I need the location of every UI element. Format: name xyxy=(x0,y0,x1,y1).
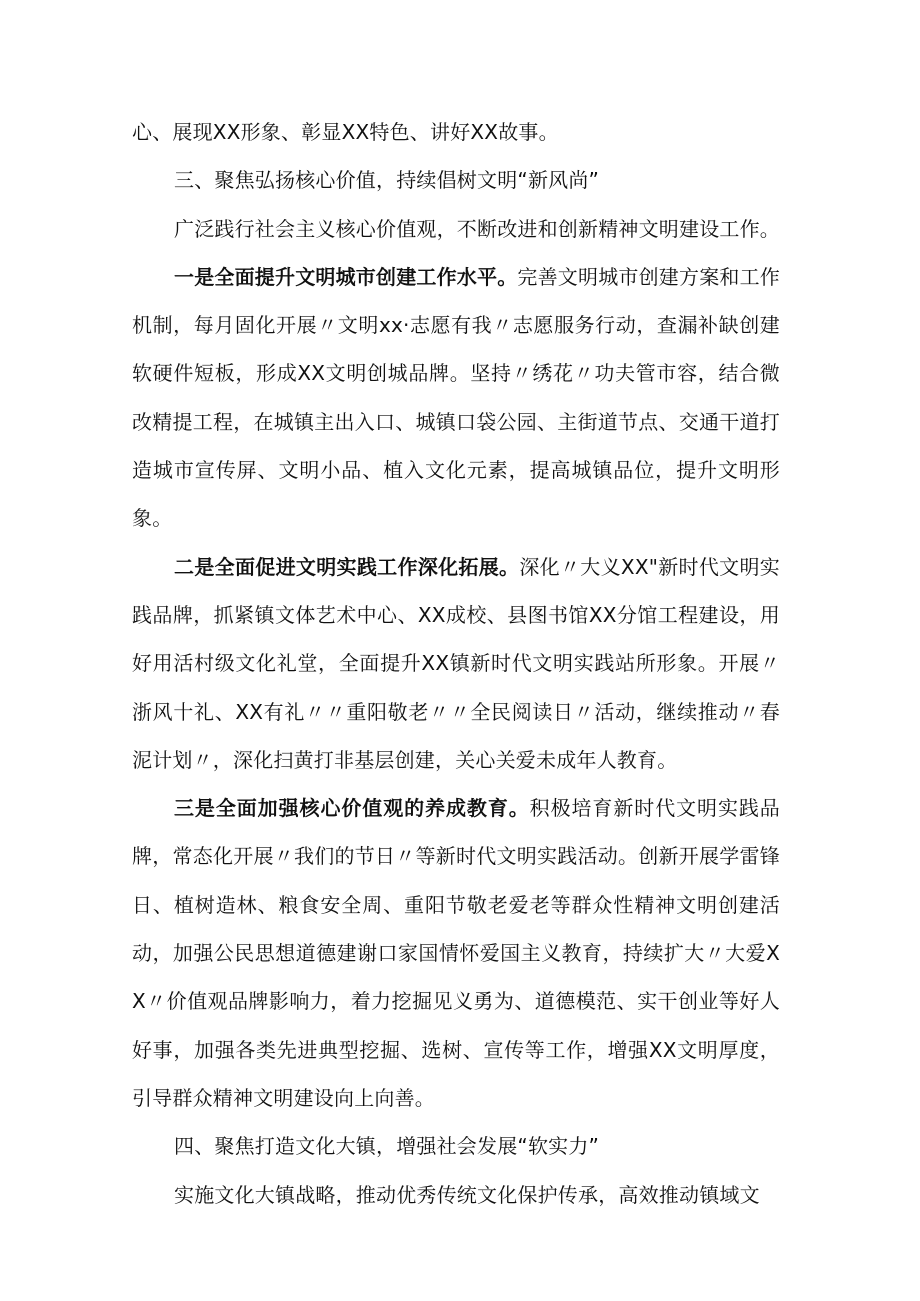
paragraph-text: 心、展现XX形象、彰显XX特色、讲好XX故事。 xyxy=(132,120,559,144)
paragraph-text: 积极培育新时代文明实践品牌，常态化开展〃我们的节日〃等新时代文明实践活动。创新开展学雷锋日、植树造林、粮食安全周、重阳节敬老爱老等群众性精神文明创建活动，加强公民思想道德建谢口家国情怀爱国主义教育，持续扩大〃大爱XX〃价值观品牌影响力，着力挖掘见义勇为、道德模范、实干创业等好人好事，加强各类先进典型挖掘、选树、宣传等工作，增强XX文明厚度，引导群众精神文明建设向上向善。 xyxy=(132,796,781,1110)
paragraph-point-three xyxy=(132,784,780,1122)
section-heading-four xyxy=(132,1122,780,1170)
paragraph-point-two xyxy=(132,543,780,784)
paragraph-point-one xyxy=(132,253,780,543)
paragraph-text: 深化〃大义XX"新时代文明实践品牌，抓紧镇文体艺术中心、XX成校、县图书馆XX分馆工程建设，用好用活村级文化礼堂，全面提升XX镇新时代文明实践站所形象。开展〃浙风十礼、XX有礼〃〃重阳敬老〃〃全民阅读日〃活动，继续推动〃春泥计划〃，深化扫黄打非基层创建，关心关爱未成年人教育。 xyxy=(132,554,780,772)
paragraph-lead: 三是全面加强核心价值观的养成教育。 xyxy=(174,796,530,821)
section-heading-three xyxy=(132,156,780,204)
paragraph-section-four-intro xyxy=(132,1171,780,1219)
paragraph-intro xyxy=(132,205,780,253)
paragraph-text: 广泛践行社会主义核心价值观，不断改进和创新精神文明建设工作。 xyxy=(174,216,780,241)
document-body xyxy=(132,108,780,1219)
heading-text: 四、聚焦打造文化大镇，增强社会发展“软实力” xyxy=(174,1134,600,1159)
paragraph-lead: 二是全面促进文明实践工作深化拓展。 xyxy=(174,554,520,579)
paragraph-text: 实施文化大镇战略，推动优秀传统文化保护传承，高效推动镇域文 xyxy=(174,1182,760,1207)
paragraph-text: 完善文明城市创建方案和工作机制，每月固化开展〃文明xx·志愿有我〃志愿服务行动，查漏补缺创建软硬件短板，形成XX文明创城品牌。坚持〃绣花〃功夫管市容，结合微改精提工程，在城镇主出入口、城镇口袋公园、主街道节点、交通干道打造城市宣传屏、文明小品、植入文化元素，提高城镇品位，提升文明形象。 xyxy=(132,264,781,531)
heading-text: 三、聚焦弘扬核心价值，持续倡树文明“新风尚” xyxy=(174,168,600,193)
paragraph-lead: 一是全面提升文明城市创建工作水平。 xyxy=(174,264,518,289)
paragraph-continuation xyxy=(132,108,780,156)
